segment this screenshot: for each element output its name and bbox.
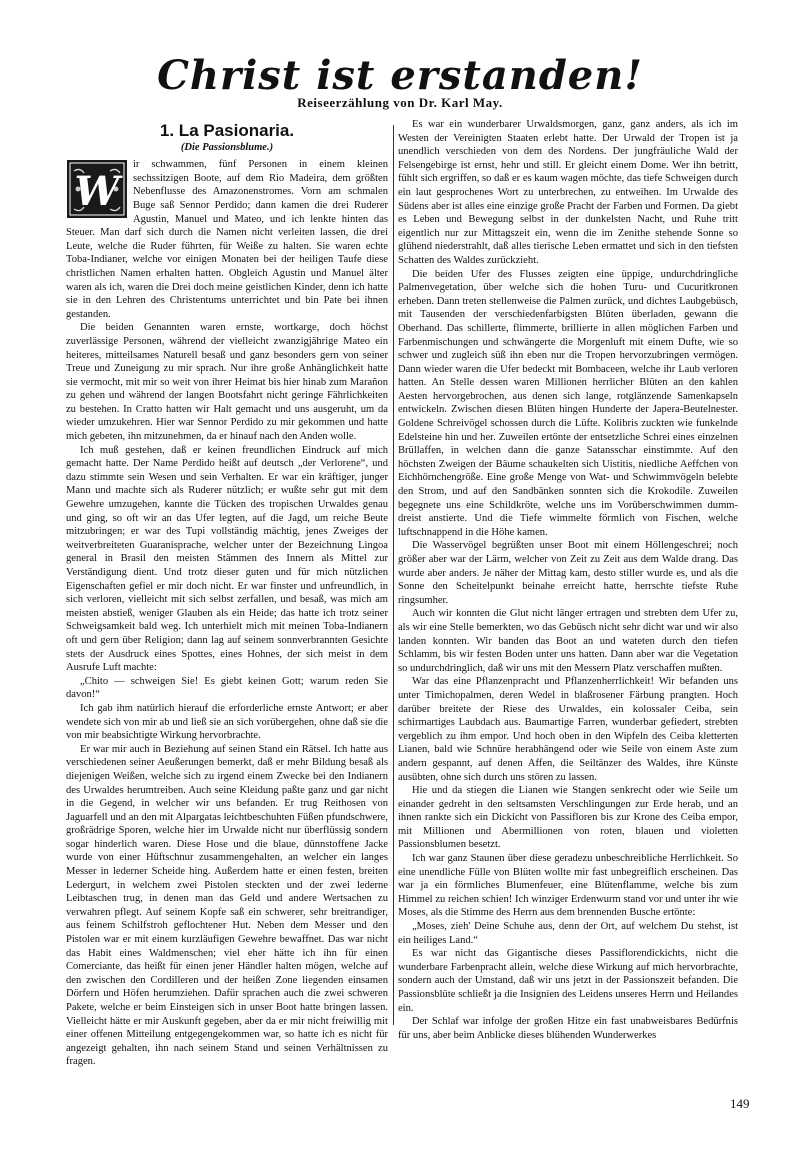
paragraph: Es war ein wunderbarer Urwaldsmorgen, ganz, ganz anders, als ich im Westen der Vereinigten Staaten erlebt hatte. Der Urwald der Tropen ist ja unendlich verschieden von dem des Nordens. Der jungfräuliche Wald der Felsengebirge ist ernst, hehr und still. Er gleicht einem Dome. Wer ihn betritt, fühlt sich ergriffen, so daß er es kaum wagen möchte, das tiefe Schweigen durch ein laut gesprochenes Wort zu unterbrechen, zu entweihen. Im Urwalde des Südens aber ist alles eine einzige große Pracht der Farben und Formen. Da giebt es Leben und Bewegung selbst in der dunkelsten Nacht, und Ruhe tritt eigentlich nur zur Mittagszeit ein, wenn die im Zenithe stehende Sonne so glühend niederstrahlt, daß alles tierische Leben ermattet und sich in den tiefsten Schatten des Waldes zurückzieht. (398, 119, 738, 266)
left-column (66, 118, 388, 1069)
paragraph: Es war nicht das Gigantische dieses Passiflorendickichts, nicht die wunderbare Farbenpracht allein, welche diese Wirkung auf mich hervorbrachte, sondern auch der Umstand, daß wir uns jetzt in der Passionszeit befanden. Die Passionsblüte schließt ja die Insignien des Leidens unseres Herrn und Heilandes ein. (398, 948, 738, 1014)
paragraph: Ich war ganz Staunen über diese geradezu unbeschreibliche Herrlichkeit. So eine unendliche Fülle von Blüten wollte mir fast unbegreiflich erscheinen. Das war ja ein förmliches Blumenfeuer, eine Blütenflamme, welche bis zum Himmel zu reichen schien! Ich winziger Erdenwurm stand vor und unter ihr wie Moses, als die Stimme des Herrn aus dem brennenden Busche ertönte: (398, 853, 738, 919)
page-number: 149 (730, 1096, 750, 1111)
paragraph-quote: „Moses, zieh' Deine Schuhe aus, denn der Ort, auf welchem Du stehst, ist ein heiliges Land.“ (398, 921, 738, 946)
paragraph: Hie und da stiegen die Lianen wie Stangen senkrecht oder wie Seile um einander gedreht in den seltsamsten Verschlingungen zur Erde herab, und an ihnen rankte sich ein Dickicht von Passifloren bis zur Krone des Ceiba empor, mit Millionen und Abermillionen von roten, blauen und violetten Passionsblumen besetzt. (398, 785, 738, 851)
paragraph: Ich gab ihm natürlich hierauf die erforderliche ernste Antwort; er aber wendete sich von mir ab und ließ sie an sich vorübergehen, ohne daß sie die von mir beabsichtigte Wirkung hervorbrachte. (66, 702, 388, 742)
right-column (398, 118, 738, 1042)
paragraph: Die Wasservögel begrüßten unser Boot mit einem Höllengeschrei; noch größer aber war der Lärm, welcher von Zeit zu Zeit aus dem Walde drang. Das wurde aber anders. Je näher der Mittag kam, desto stiller wurde es, und als die Sonne den Scheitelpunkt beinahe erreicht hatte, herrschte tiefste Ruhe ringsumher. (398, 540, 738, 606)
paragraph: Der Schlaf war infolge der großen Hitze ein fast unabweisbares Bedürfnis für uns, aber beim Anblicke dieses blühenden Wunderwerkes (398, 1016, 738, 1041)
ornamental-initial (66, 159, 128, 219)
paragraph: ir schwammen, fünf Personen in einem kleinen sechssitzigen Boote, auf dem Rio Madeira, dem größten Nebenflusse des Amazonenstromes. Vorn am schmalen Buge saß Sennor Perdido; dann kamen die drei Ruderer Agustin, Manuel und Mateo, und ich lenkte hinten das Steuer. Man darf sich durch die Namen nicht verleiten lassen, die drei Leute, welche die Ruder führten, für Weiße zu halten. Sie waren echte Toba-Indianer, welche vor einigen Monaten bei der heiligen Taufe diese christlichen Namen erhalten hatten. Obgleich Agustin und Manuel älter waren als ich, waren die Drei doch meine geistlichen Kinder, denn ich hatte sie in den Lehren des Christentums unterrichtet und bin Pate bei ihnen gestanden. (66, 159, 388, 320)
paragraph-quote: „Chito — schweigen Sie! Es giebt keinen Gott; warum reden Sie davon!“ (66, 675, 388, 701)
paragraph: Ich muß gestehen, daß er keinen freundlichen Eindruck auf mich gemacht hatte. Der Name Perdido heißt auf deutsch „der Verlorene“, und dazu stimmte sein Wesen und sein Verhalten. Er war ein kräftiger, junger Mann und machte sich als Ruderer nützlich; er wußte sehr gut mit dem Gewehre umzugehen, kannte die Tücken des tropischen Urwaldes genau und ging, so oft wir an das Ufer legten, auf die Jagd, um reiche Beute mitzubringen; er war des Tupi vollständig mächtig, jenes Zweiges der weitverbreiteten Guaranisprache, welcher unter der Bezeichnung Lingoa general in Brasil den meisten Stämmen des Innern als Mittel zur Verständigung dient. Und trotz dieser guten und für mich nützlichen Eigenschaften gefiel er mir doch nicht. Er war finster und unfreundlich, in sich verloren, vielleicht mit sich selbst zerfallen, und besaß, was mich am meisten abstieß, weniger Glauben als ein Heide; das hatte ich trotz seiner Schweigsamkeit bald weg. Ich unterhielt mich mit meinen Toba-Indianern oft und gern über Religion; dann lag auf seinem sonnverbrannten Gesichte stets der Ausdruck eines Spottes, eines Hohnes, der sich meist in dem Ausrufe Luft machte: (66, 444, 388, 674)
svg-text:W: W (74, 168, 120, 216)
section-title: 1. La Pasionaria. (159, 121, 295, 140)
section-subtitle: (Die Passionsblume.) (180, 141, 274, 153)
paragraph: War das eine Pflanzenpracht und Pflanzenherrlichkeit! Wir befanden uns unter Timichopalmen, deren Wedel in blaßrosener Färbung prangten. Hoch darüber breitete der Riese des Urwaldes, ein kolossaler Ceiba, sein schirmartiges Laubdach aus. Baumartige Farren, wunderbar gefiedert, strebten vergeblich zu ihm empor. Und hoch oben in den Wipfeln des Ceiba kletterten Lianen, bald wie Schnüre herabhängend oder wie Seile von einem Aste zum andern gespannt, auf denen Affen, die Seiltänzer des Waldes, ihre Künste ausübten, ohne sich durch uns stören zu lassen. (398, 676, 738, 783)
paragraph: Die beiden Ufer des Flusses zeigten eine üppige, undurchdringliche Palmenvegetation, über welche sich die hohen Turu- und Cucuritkronen erheben. Dann treten stellenweise die Palmen zurück, und dichtes Laubgebüsch, mit Tausenden der verschiedenfarbigsten Blüten überladen, gewann die Oberhand. Das schillerte, flimmerte, brillierte in allen möglichen Farben und Farbenmischungen und schwängerte die Morgenluft mit einem Dufte, wie so schwer und zugleich süß ihn eben nur die Tropen hervorzubringen vermögen. Dann wieder waren die Ufer bedeckt mit Bombaceen, welche ihr Laub verloren hatten. An Stelle dessen waren Millionen herrlicher Blüten an den kahlen Aesten hervorgebrochen, aus denen sich lange, rotglänzende Samenkapseln entwickeln. Zwischen diesen Blüten hingen Hunderte der Japera-Beutelnester. Goldene Schreivögel schossen durch die Lüfte. Kolibris zuckten wie funkelnde Edelsteine hin und her. Zuweilen ertönte der entsetzliche Schrei eines einzelnen Brüllaffen, in welchen dann die ganze Satansschar einstimmte. Auf den höchsten Zweigen der Bäume schaukelten sich Uistitis, niedliche Aeffchen von Eichhörnchengröße. Eine große Menge von Wat- und Schwimmvögeln belebte den Strom, und auf den Sandbänken sonnten sich die Krokodile. Zuweilen begegnete uns eine Schildkröte, welche uns im Vorüberschwimmen dumm-dreist anstierte. Und die Tiefe wimmelte förmlich von Fischen, welche luftschnappend in die Höhe kamen. (398, 268, 738, 538)
page-title: Christ ist erstanden! (157, 52, 643, 99)
paragraph: Auch wir konnten die Glut nicht länger ertragen und strebten dem Ufer zu, als wir eine Stelle bemerkten, wo das Gebüsch nicht sehr dicht war und wir also landen konnten. Wir banden das Boot an und wateten durch den tiefen Schlamm, bis wir festen Boden unter uns hatten. Dann aber war die Vegetation so undurchdringlich, daß wir uns mit den Messern Platz verschaffen mußten. (398, 608, 738, 674)
page-subtitle: Reiseerzählung von Dr. Karl May. (297, 95, 503, 110)
paragraph: Die beiden Genannten waren ernste, wortkarge, doch höchst zuverlässige Personen, während der vielleicht zwanzigjährige Mateo ein heiteres, mitteilsames Naturell besaß und ganz besonders gern von seiner Treue und Zuneigung zu mir sprach. Nur ihre große Anhänglichkeit hatte sie vermocht, mit mir so weit von ihrer Heimat bis hier hinab zum Marañon zu gehen und während der langen Bootsfahrt nicht geringe Fährlichkeiten zu bestehen. In Cratto hatten wir Halt gemacht und uns ausgeruht, um da wieder umzukehren. Hier war Sennor Perdido zu mir gekommen und hatte mich gebeten, ihn mitzunehmen, da er hinauf nach den Anden wolle. (66, 322, 388, 443)
paragraph: Er war mir auch in Beziehung auf seinen Stand ein Rätsel. Ich hatte aus verschiedenen seiner Aeußerungen bemerkt, daß er mehr Bildung besaß als diejenigen Weißen, welche sich zu irgend einem Zwecke bei den Indianern des Urwaldes herumtreiben. Auch seine Kleidung paßte ganz und gar nicht in die Gegend, in welcher wir uns befanden. Er trug Reithosen von Jaguarfell und an den mit Alpargatas leichtbeschuhten Füßen pfundschwere, großrädrige Sporen, welche hier im Urwalde nicht nur überflüssig sondern sogar hinderlich waren. Diese Hose und die blaue, dünnstoffene Jacke wurde von einer Hüftschnur zusammengehalten, an welcher ein langes Messer in lederner Scheide hing. Außerdem hatte er einen festen, breiten Ledergurt, in welchem zwei Pistolen steckten und der zwei lederne Leibtaschen trug, in denen man das Geld und andere Wertsachen zu verwahren pflegt. Auf seinem Kopfe saß ein schwerer, sehr breitrandiger, aus feinem Schilfstroh geflochtener Hut. Neben dem Messer und den Pistolen war er mit einem kurzläufigen Gewehre bewaffnet. Das war nicht das Habit eines Waldmenschen; viel eher hätte ich ihn für einen Comerciante, das heißt für einen jener Händler halten mögen, welche auf den zwischen den Cordilleren und der heißen Zone liegenden einsamen Dörfern und Höfen herumziehen. Dafür sprachen auch die zwei schweren Pakete, welche er beim Einsteigen sich in unser Boot hatte bringen lassen. Vielleicht hätte er mir Auskunft gegeben, aber da er mir nicht freiwillig mit einer offenen Mitteilung entgegengekommen war, so hatte ich es nicht für angezeigt gehalten, ihn nach seinem Stand und seinen Verhältnissen zu fragen. (66, 743, 388, 1068)
column-divider (393, 125, 394, 1025)
